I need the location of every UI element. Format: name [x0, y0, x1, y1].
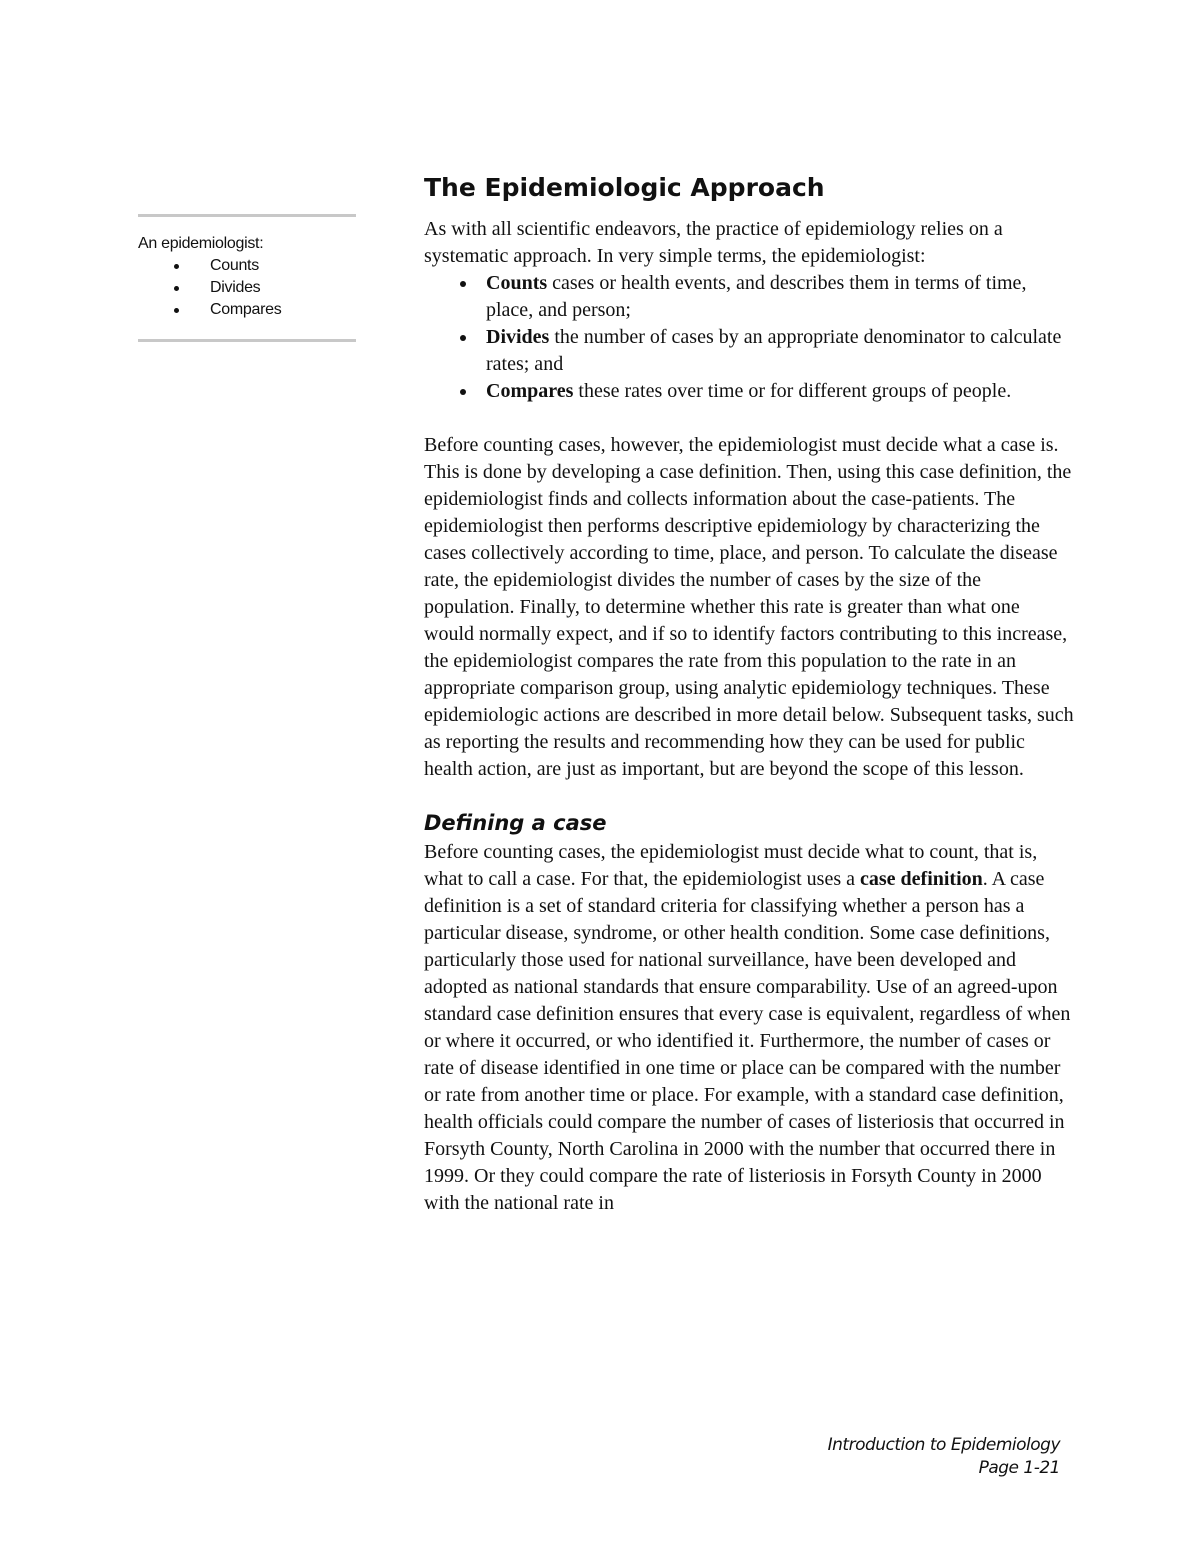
- sidebar-item-counts: Counts: [138, 255, 356, 277]
- intro-paragraph: As with all scientific endeavors, the practice of epidemiology relies on a systematic approach. In very simple terms, the epidemiologist:: [424, 218, 1003, 267]
- sidebar-title: An epidemiologist:: [138, 235, 264, 252]
- page-number: Page 1-21: [978, 1458, 1060, 1478]
- case-definition-term: case definition: [860, 868, 983, 890]
- case-definition-text-end: . A case definition is a set of standard criteria for classifying whether a person has a particular disease, syndrome, or other health condition. Some case definitions, particularly those used for national surveillance, have been developed and adopted as national standards that ensure comparability. Use of an agreed-upon standard case definition ensures that every case is equivalent, regardless of when or where it occurred, or who identified it. Furthermore, the number of cases or rate of disease identified in one time or place can be compared with the number or rate from another time or place. For example, with a standard case definition, health officials could compare the number of cases of listeriosis that occurred in Forsyth County, North Carolina in 2000 with the number that occurred there in 1999. Or they could compare the rate of listeriosis in Forsyth County in 2000 with the national rate in: [424, 868, 1071, 1214]
- list-item-divides: [424, 324, 1074, 378]
- page-title: The Epidemiologic Approach: [424, 173, 825, 202]
- sidebar-item-compares: Compares: [138, 299, 356, 321]
- body-paragraph: Before counting cases, however, the epidemiologist must decide what a case is. This is done by developing a case definition. Then, using this case definition, the epidemiologist finds and collects information about the case-patients. The epidemiologist then performs descriptive epidemiology by characterizing the cases collectively according to time, place, and person. To calculate the disease rate, the epidemiologist divides the number of cases by the size of the population. Finally, to determine whether this rate is greater than what one would normally expect, and if so to identify factors contributing to this increase, the epidemiologist compares the rate from this population to the rate in an appropriate comparison group, using analytic epidemiology techniques. These epidemiologic actions are described in more detail below. Subsequent tasks, such as reporting the results and recommending how they can be used for public health action, are just as important, but are beyond the scope of this lesson.: [424, 434, 1074, 780]
- page-footer: [828, 1434, 1060, 1480]
- list-item-compares: [424, 378, 1074, 405]
- desc-divides: the number of cases by an appropriate denominator to calculate rates; and: [486, 326, 1062, 375]
- desc-compares: these rates over time or for different groups of people.: [573, 380, 1012, 402]
- term-counts: Counts: [486, 272, 548, 294]
- term-divides: Divides: [486, 326, 550, 348]
- main-content: [424, 172, 1074, 1217]
- list-item-counts: [424, 270, 1074, 324]
- sidebar-callout: [138, 214, 356, 342]
- desc-counts: cases or health events, and describes them in terms of time, place, and person;: [486, 272, 1027, 321]
- approach-list: [424, 270, 1074, 405]
- sidebar-item-divides: Divides: [138, 277, 356, 299]
- course-title: Introduction to Epidemiology: [827, 1435, 1060, 1455]
- case-definition-paragraph: [424, 839, 1074, 1217]
- term-compares: Compares: [486, 380, 574, 402]
- sidebar-list: [138, 255, 356, 321]
- section-heading: Defining a case: [424, 811, 607, 835]
- case-definition-text-start: Before counting cases, the epidemiologist must decide what to count, that is, what to call a case. For that, the epidemiologist uses a: [424, 841, 1038, 890]
